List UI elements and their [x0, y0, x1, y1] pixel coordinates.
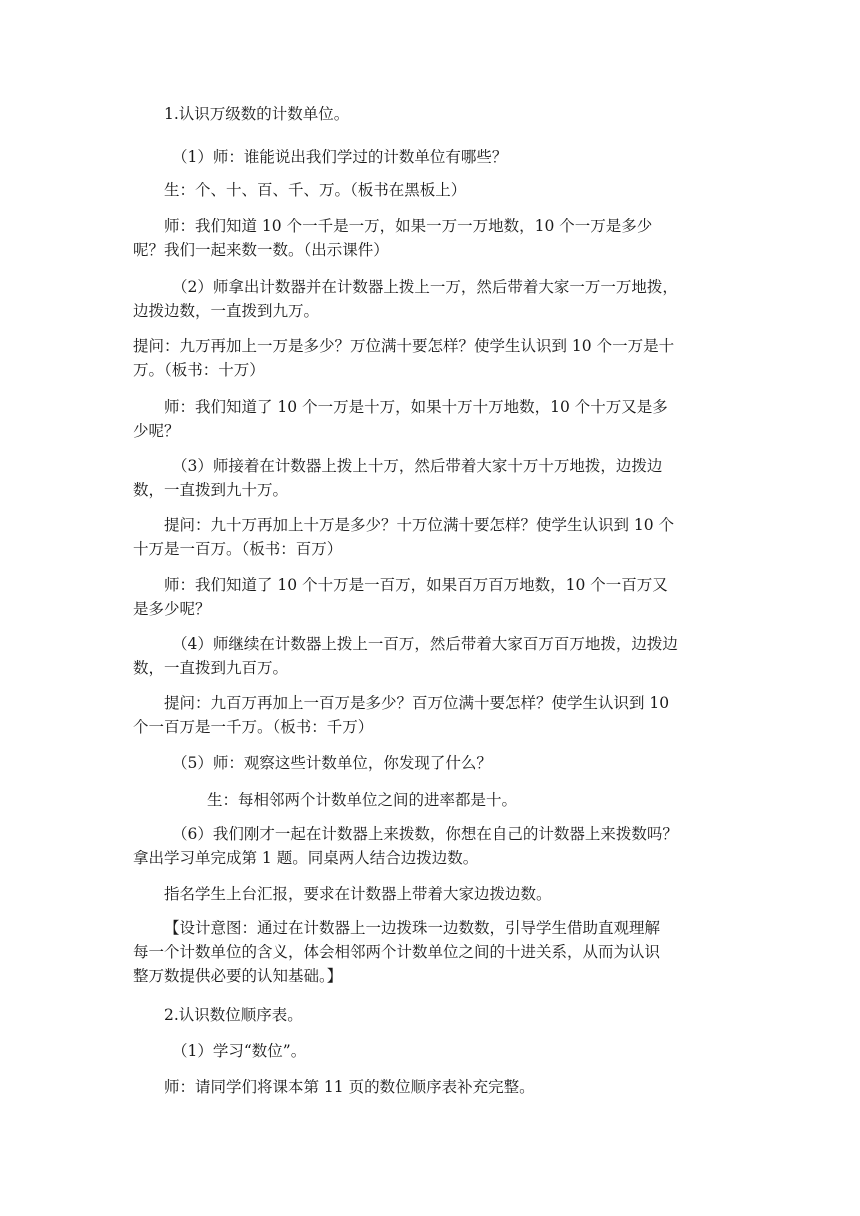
line: 师：我们知道了 10 个十万是一百万，如果百万百万地数，10 个一百万又 [164, 576, 668, 594]
line: 拿出学习单完成第 1 题。同桌两人结合边拨边数。 [133, 849, 479, 867]
line: 少呢？ [133, 422, 180, 440]
line: 师：我们知道了 10 个一万是十万，如果十万十万地数，10 个十万又是多 [164, 398, 668, 416]
paragraph-7 [133, 395, 733, 443]
paragraph-5 [133, 275, 733, 323]
line: 提问：九万再加上一万是多少？万位满十要怎样？使学生认识到 10 个一万是十 [133, 337, 675, 355]
paragraph-15 [133, 822, 733, 870]
paragraph-8 [133, 454, 733, 502]
line: （4）师继续在计数器上拨上一百万，然后带着大家百万百万地拨，边拨边 [172, 635, 678, 653]
line: （2）师拿出计数器并在计数器上拨上一万，然后带着大家一万一万地拨， [172, 278, 678, 296]
line: 1.认识万级数的计数单位。 [164, 105, 350, 123]
line: 指名学生上台汇报，要求在计数器上带着大家边拨边数。 [164, 885, 552, 903]
paragraph-3 [133, 178, 733, 202]
paragraph-19 [133, 1039, 733, 1063]
paragraph-11 [133, 632, 733, 680]
paragraph-9 [133, 513, 733, 561]
line: 数，一直拨到九百万。 [133, 659, 289, 677]
paragraph-2 [133, 145, 733, 169]
line: 师：请同学们将课本第 11 页的数位顺序表补充完整。 [164, 1078, 535, 1096]
line: （1）学习“数位”。 [172, 1042, 307, 1060]
line: 呢？我们一起来数一数。（出示课件） [133, 241, 389, 259]
line: 十万是一百万。（板书：百万） [133, 540, 343, 558]
line: 2.认识数位顺序表。 [164, 1006, 303, 1024]
line: （6）我们刚才一起在计数器上来拨数，你想在自己的计数器上来拨数吗？ [172, 825, 678, 843]
paragraph-16 [133, 882, 733, 906]
line: 数，一直拨到九十万。 [133, 481, 289, 499]
paragraph-4 [133, 214, 733, 262]
line: 是多少呢？ [133, 600, 211, 618]
paragraph-10 [133, 573, 733, 621]
line: 每一个计数单位的含义，体会相邻两个计数单位之间的十进关系，从而为认识 [133, 943, 661, 961]
line: 【设计意图：通过在计数器上一边拨珠一边数数，引导学生借助直观理解 [164, 919, 661, 937]
paragraph-6 [133, 334, 733, 382]
line: 万。（板书：十万） [133, 361, 265, 379]
paragraph-12 [133, 691, 733, 739]
line: 个一百万是一千万。（板书：千万） [133, 718, 374, 736]
line: （5）师：观察这些计数单位，你发现了什么？ [172, 754, 492, 772]
line: 师：我们知道 10 个一千是一万，如果一万一万地数，10 个一万是多少 [164, 217, 653, 235]
paragraph-1 [133, 102, 733, 126]
line: 提问：九十万再加上十万是多少？十万位满十要怎样？使学生认识到 10 个 [164, 516, 675, 534]
line: 边拨边数，一直拨到九万。 [133, 302, 320, 320]
paragraph-17 [133, 916, 733, 988]
line: 生：个、十、百、千、万。（板书在黑板上） [164, 181, 467, 199]
paragraph-20 [133, 1075, 733, 1099]
line: 生：每相邻两个计数单位之间的进率都是十。 [207, 791, 518, 809]
line: 提问：九百万再加上一百万是多少？百万位满十要怎样？使学生认识到 10 [164, 694, 670, 712]
line: 整万数提供必要的认知基础。】 [133, 967, 343, 985]
paragraph-14 [133, 788, 733, 812]
line: （3）师接着在计数器上拨上十万，然后带着大家十万十万地拨，边拨边 [172, 457, 663, 475]
paragraph-18 [133, 1003, 733, 1027]
paragraph-13 [133, 751, 733, 775]
line: （1）师：谁能说出我们学过的计数单位有哪些？ [172, 148, 508, 166]
